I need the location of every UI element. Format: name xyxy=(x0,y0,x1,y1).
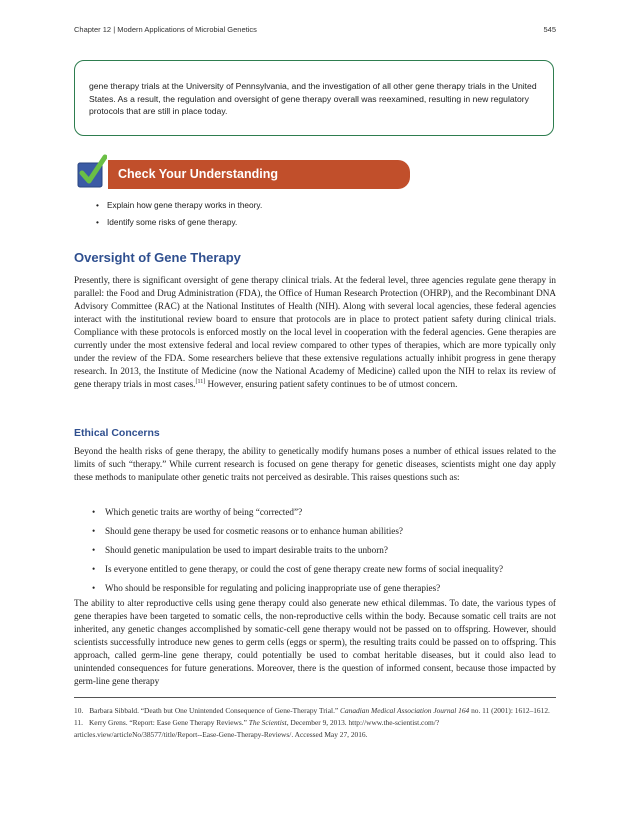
list-item: • Identify some risks of gene therapy. xyxy=(96,214,262,231)
callout-text: gene therapy trials at the University of Pennsylvania, and the investigation of all other gene therapy trials in the United States. As a result, the regulation and oversight of gene therapy overall was reexamined, resulting in new regulatory protocols that are still in place today. xyxy=(89,81,537,116)
check-understanding-list xyxy=(96,197,262,231)
footnotes xyxy=(74,705,556,742)
footnote-11 xyxy=(74,717,556,741)
chapter-title: Chapter 12 | Modern Applications of Microbial Genetics xyxy=(74,25,257,34)
list-item: • Explain how gene therapy works in theory. xyxy=(96,197,262,214)
footnote-reference[interactable]: [11] xyxy=(195,378,206,385)
footnote-text-end: , December 9, 2013. http://www.the-scientist.com/?articles.view/articleNo/38577/title/Report--Ease-Gene-Therapy-Reviews/. Accessed May 27, 2016. xyxy=(74,718,440,740)
footnote-journal: Canadian Medical Association Journal 164 xyxy=(340,706,470,715)
callout-box xyxy=(74,60,554,136)
footnote-text-end: no. 11 (2001): 1612–1612. xyxy=(469,706,550,715)
footnote-number: 11. xyxy=(74,718,83,728)
footnote-journal: The Scientist xyxy=(248,718,287,728)
ethical-questions-list xyxy=(92,503,557,598)
footnote-10 xyxy=(74,705,556,717)
ethical-intro-paragraph: Beyond the health risks of gene therapy, the ability to genetically modify humans poses a number of ethical issues related to the limits of such “therapy.” While current research is focused on gene therapy for genetic diseases, scientists might one day apply these methods to manipulate other genetic traits not perceived as desirable. This raises questions such as: xyxy=(74,446,556,482)
paragraph-text: Presently, there is significant oversight of gene therapy clinical trials. At the federal level, three agencies regulate gene therapy in parallel: the Food and Drug Administration (FDA), the Office of Human Research Protection (OHRP), and the Recombinant DNA Advisory Committee (RAC) at the National Institutes of Health (NIH). Along with several local agencies, these federal agencies interact with the institutional review board to ensure that protocols are in place to protect patient safety during clinical trials. Compliance with these protocols is enforced mostly on the local level in cooperation with the federal agencies. Gene therapies are currently under the most extensive federal and local review compared to other types of therapies, which are more typically only under the review of the FDA. Some researchers believe that these extensive regulations actually inhibit progress in gene therapy research. In 2013, the Institute of Medicine (now the National Academy of Medicine) called upon the NIH to relax its review of gene therapy trials in most cases. xyxy=(74,275,556,389)
list-item: • Which genetic traits are worthy of being “corrected”? xyxy=(92,503,557,522)
page-number: 545 xyxy=(543,25,556,34)
footnote-text: Kerry Grens. “Report: Ease Gene Therapy Reviews.” xyxy=(88,718,249,728)
footnote-number: 10. xyxy=(74,706,84,715)
germline-paragraph: The ability to alter reproductive cells using gene therapy could also generate new ethical dilemmas. To date, the various types of gene therapies have been targeted to somatic cells, the non-reproductive cells within the body. Because somatic cell traits are not inherited, any genetic changes accomplished by somatic-cell gene therapy would not be passed on to offspring. However, should scientists successfully introduce new genes to germ cells (eggs or sperm), the resulting traits could be passed on to offspring. This approach, called germ-line gene therapy, could potentially be used to combat heritable diseases, but it could also lead to unintended consequences for future generations. Moreover, there is the question of informed consent, because those impacted by germ-line gene therapy xyxy=(74,598,556,686)
paragraph-tail: However, ensuring patient safety continues to be of utmost concern. xyxy=(205,379,458,389)
subsection-title: Ethical Concerns xyxy=(74,427,160,439)
list-item: • Is everyone entitled to gene therapy, or could the cost of gene therapy create new forms of social inequality? xyxy=(92,560,557,579)
list-item: • Who should be responsible for regulating and policing inappropriate use of gene therapies? xyxy=(92,579,557,598)
checkbox-check-icon xyxy=(77,154,107,190)
footnote-text: Barbara Sibbald. “Death but One Unintended Consequence of Gene-Therapy Trial.” xyxy=(89,706,341,715)
section-title: Oversight of Gene Therapy xyxy=(74,250,241,265)
footnote-divider xyxy=(74,697,556,698)
oversight-paragraph xyxy=(74,274,556,391)
list-item: • Should gene therapy be used for cosmetic reasons or to enhance human abilities? xyxy=(92,522,557,541)
page-header xyxy=(74,25,556,34)
check-understanding-title: Check Your Understanding xyxy=(108,160,410,189)
list-item: • Should genetic manipulation be used to impart desirable traits to the unborn? xyxy=(92,541,557,560)
